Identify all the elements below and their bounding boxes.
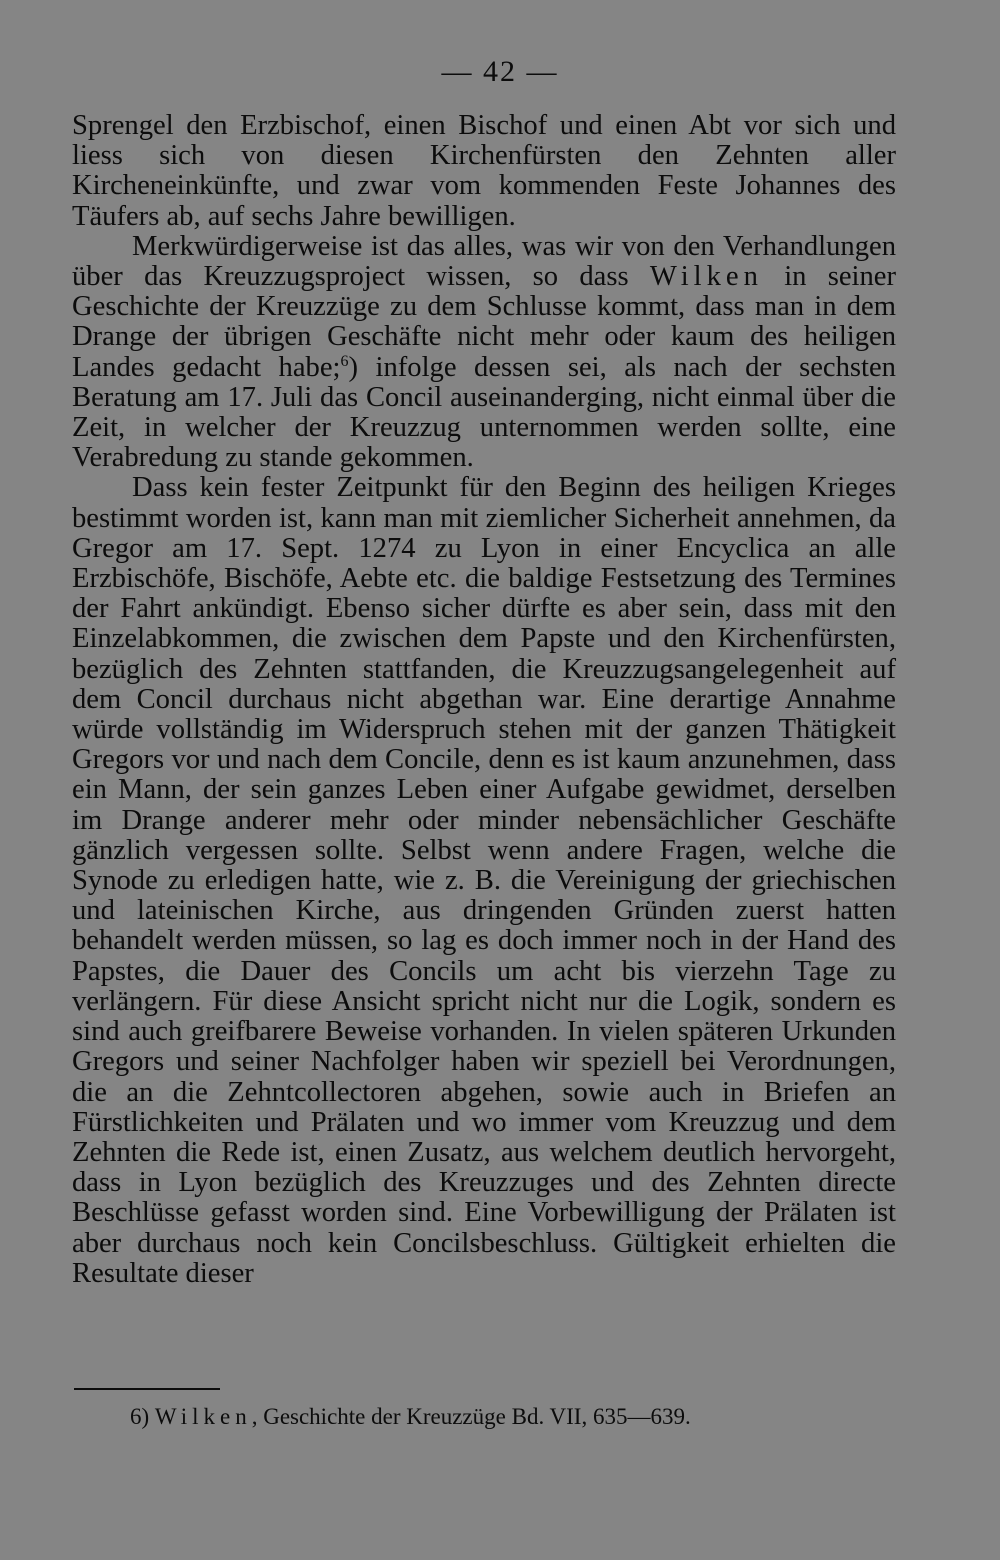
paragraph-text: in seiner Geschichte der Kreuzzüge zu dem Schlusse kommt, dass man in dem Drange der übrigen Geschäfte nicht mehr oder kaum des heiligen Landes gedacht habe; (72, 261, 896, 383)
author-name: Wilken (649, 261, 763, 293)
paragraph (72, 473, 896, 1288)
footnote-author: Wilken (154, 1404, 252, 1429)
paragraph-text: Sprengel den Erzbischof, einen Bischof und einen Abt vor sich und liess sich von diesen Kirchenfürsten den Zehnten aller Kircheneinkünfte, und zwar vom kommenden Feste Johannes des Täufers ab, auf sechs Jahre bewilligen. (72, 110, 896, 232)
footnote (130, 1401, 691, 1433)
footnote-reference: 6 (340, 352, 349, 370)
paragraph-text: Dass kein fester Zeitpunkt für den Beginn des heiligen Krieges bestimmt worden ist, kann man mit ziemlicher Sicherheit annehmen, da Gregor am 17. Sept. 1274 zu Lyon in einer Encyclica an alle Erzbischöfe, Bischöfe, Aebte etc. die baldige Festsetzung des Termines der Fahrt ankündigt. Ebenso sicher dürfte es aber sein, dass mit den Einzelabkommen, die zwischen dem Papste und den Kirchenfürsten, bezüglich des Zehnten stattfanden, die Kreuzzugsangelegenheit auf dem Concil durchaus nicht abgethan war. Eine derartige Annahme würde vollständig im Widerspruch stehen mit der ganzen Thätigkeit Gregors vor und nach dem Concile, denn es ist kaum anzunehmen, dass ein Mann, der sein ganzes Leben einer Aufgabe gewidmet, derselben im Drange anderer mehr oder minder nebensächlicher Geschäfte gänzlich vergessen sollte. Selbst wenn andere Fragen, welche die Synode zu erledigen hatte, wie z. B. die Vereinigung der griechischen und lateinischen Kirche, aus dringenden Gründen zuerst hatten behandelt werden müssen, so lag es doch immer noch in der Hand des Papstes, die Dauer des Concils um acht bis vierzehn Tage zu verlängern. Für diese Ansicht spricht nicht nur die Logik, sondern es sind auch greifbarere Beweise vorhanden. In vielen späteren Urkunden Gregors und seiner Nachfolger haben wir speziell bei Verordnungen, die an die Zehntcollectoren abgehen, sowie auch in Briefen an Fürstlichkeiten und Prälaten und wo immer vom Kreuzzug und dem Zehnten die Rede ist, einen Zusatz, aus welchem deutlich hervorgeht, dass in Lyon bezüglich des Kreuzzuges und des Zehnten directe Beschlüsse gefasst worden sind. Eine Vorbewilligung der Prälaten ist aber durchaus noch kein Concilsbeschluss. Gültigkeit erhielten die Resultate dieser (72, 472, 896, 1289)
body-text (72, 111, 896, 1289)
footnote-text: , Geschichte der Kreuzzüge Bd. VII, 635—639. (251, 1404, 691, 1429)
paragraph (72, 111, 896, 232)
footnote-separator (74, 1388, 220, 1390)
paragraph-text: Merkwürdigerweise ist das alles, was wir von den Verhandlungen über das Kreuzzugsproject wissen, so dass (72, 230, 896, 293)
footnote-marker: 6) (130, 1404, 150, 1429)
paragraph (72, 232, 896, 474)
page-number: — 42 — (441, 55, 559, 88)
paragraph-text: ) infolge dessen sei, als nach der sechsten Beratung am 17. Juli das Concil auseinanderging, nicht einmal über die Zeit, in welcher der Kreuzzug unternommen werden sollte, eine Verabredung zu stande gekommen. (72, 351, 896, 474)
